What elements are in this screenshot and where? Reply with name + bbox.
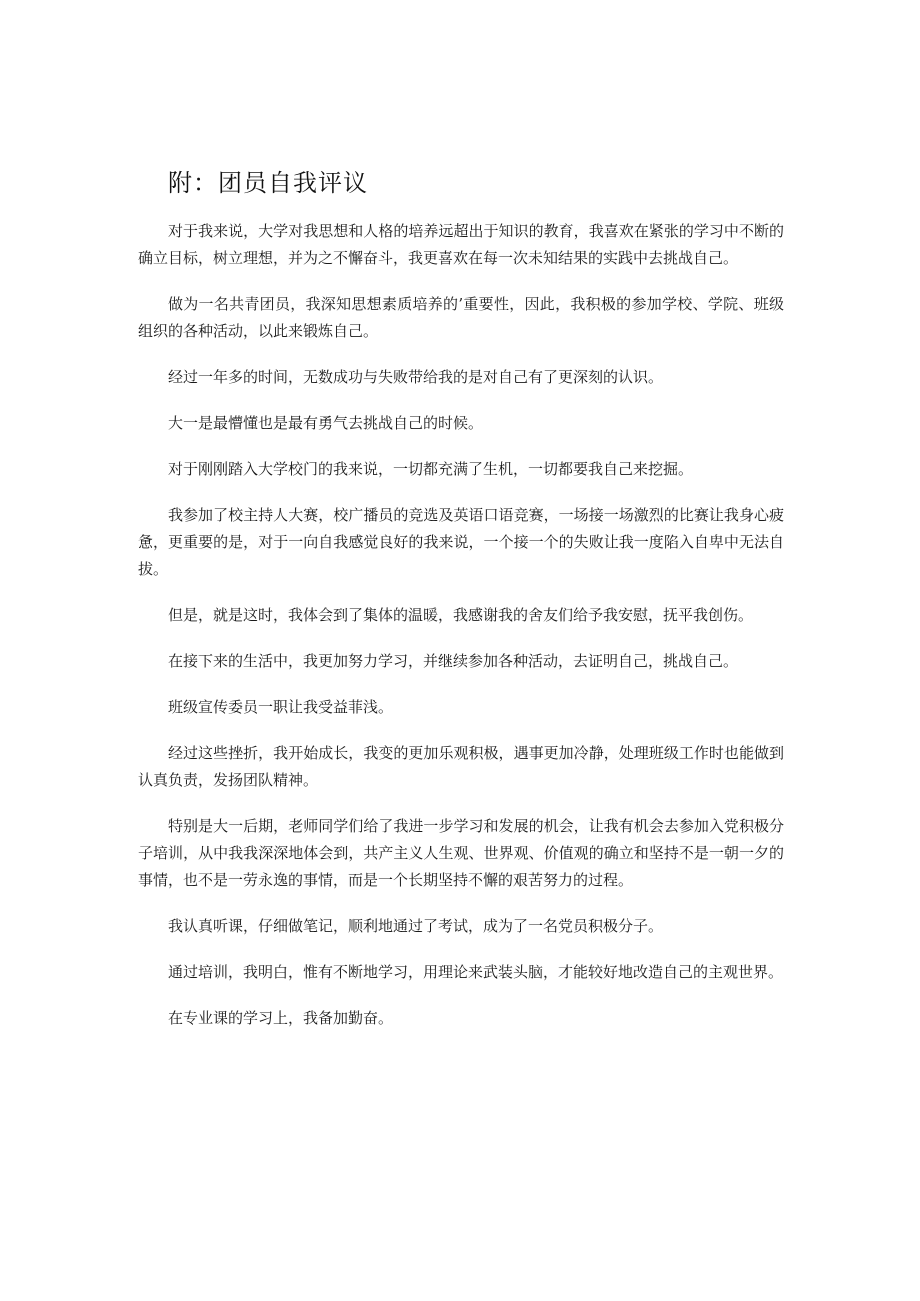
paragraph-1: 对于我来说，大学对我思想和人格的培养远超出于知识的教育，我喜欢在紧张的学习中不断的确立目标，树立理想，并为之不懈奋斗，我更喜欢在每一次未知结果的实践中去挑战自己。 [138, 222, 784, 267]
paragraph-2: 做为一名共青团员，我深知思想素质培养的’重要性，因此，我积极的参加学校、学院、班级组织的各种活动，以此来锻炼自己。 [138, 295, 784, 340]
document-title: 附：团员自我评议 [168, 169, 368, 197]
paragraph-12: 我认真听课，仔细做笔记，顺利地通过了考试，成为了一名党员积极分子。 [168, 917, 664, 935]
paragraph-11: 特别是大一后期，老师同学们给了我进一步学习和发展的机会，让我有机会去参加入党积极分子培训，从中我我深深地体会到，共产主义人生观、世界观、价值观的确立和坚持不是一朝一夕的事情，也不是一劳永逸的事情，而是一个长期坚持不懈的艰苦努力的过程。 [138, 817, 784, 889]
paragraph-8: 在接下来的生活中，我更加努力学习，并继续参加各种活动，去证明自己，挑战自己。 [168, 652, 739, 670]
paragraph-3: 经过一年多的时间，无数成功与失败带给我的是对自己有了更深刻的认识。 [168, 368, 664, 386]
paragraph-5: 对于刚刚踏入大学校门的我来说，一切都充满了生机，一切都要我自己来挖掘。 [168, 460, 694, 478]
paragraph-14: 在专业课的学习上，我备加勤奋。 [168, 1009, 394, 1027]
paragraph-9: 班级宣传委员一职让我受益菲浅。 [168, 698, 394, 716]
paragraph-13: 通过培训，我明白，惟有不断地学习，用理论来武装头脑，才能较好地改造自己的主观世界。 [168, 963, 784, 981]
paragraph-10: 经过这些挫折，我开始成长，我变的更加乐观积极，遇事更加冷静，处理班级工作时也能做到认真负责，发扬团队精神。 [138, 744, 784, 789]
paragraph-7: 但是，就是这时，我体会到了集体的温暖，我感谢我的舍友们给予我安慰，抚平我创伤。 [168, 606, 754, 624]
paragraph-4: 大一是最懵懂也是最有勇气去挑战自己的时候。 [168, 414, 484, 432]
document-body [138, 218, 784, 1051]
paragraph-6: 我参加了校主持人大赛，校广播员的竞选及英语口语竞赛，一场接一场激烈的比赛让我身心疲惫，更重要的是，对于一向自我感觉良好的我来说，一个接一个的失败让我一度陷入自卑中无法自拔。 [138, 506, 784, 578]
